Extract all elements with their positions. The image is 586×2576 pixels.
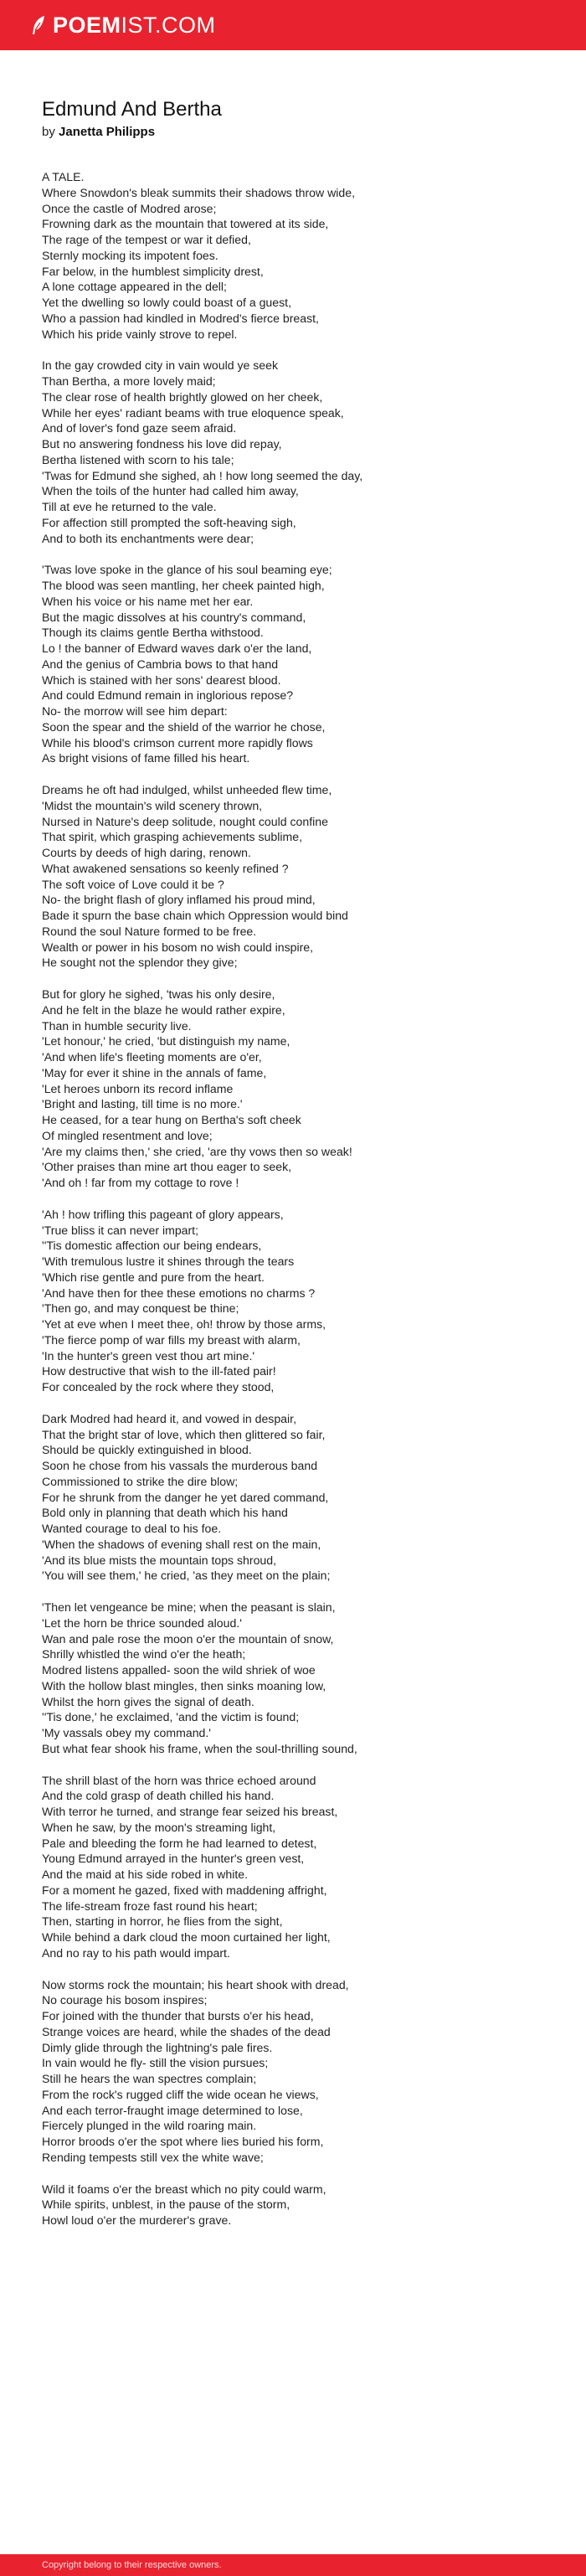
stanza — [42, 1773, 544, 1961]
poem-line: In the gay crowded city in vain would ye seek — [42, 358, 279, 373]
poem-line: 'And when life's fleeting moments are o'er, — [42, 1050, 262, 1064]
poem-line: 'When the shadows of evening shall rest on the main, — [42, 1537, 321, 1551]
poem-line: 'And oh ! far from my cottage to rove ! — [42, 1176, 239, 1189]
poem-line: For affection still prompted the soft-heaving sigh, — [42, 515, 296, 529]
poem-line: Strange voices are heard, while the shades of the dead — [42, 2024, 331, 2038]
poem-line: With the hollow blast mingles, then sinks moaning low, — [42, 1678, 326, 1692]
logo-text — [53, 14, 216, 37]
poem-line: Far below, in the humblest simplicity drest, — [42, 264, 264, 278]
poem-line: Round the soul Nature formed to be free. — [42, 924, 257, 938]
poem-line: 'True bliss it can never impart; — [42, 1223, 199, 1237]
copyright-text: Copyright belong to their respective owners. — [42, 2560, 222, 2570]
poem-line: No courage his bosom inspires; — [42, 1993, 208, 2007]
poem-line: Who a passion had kindled in Modred's fierce breast, — [42, 311, 319, 325]
poem-line: Which his pride vainly strove to repel. — [42, 327, 238, 341]
stanza — [42, 782, 544, 971]
poem-line: 'My vassals obey my command.' — [42, 1726, 211, 1739]
poem-line: Soon he chose from his vassals the murderous band — [42, 1459, 318, 1472]
poem-line: How destructive that wish to the ill-fated pair! — [42, 1364, 276, 1378]
poem-line: And no ray to his path would impart. — [42, 1945, 230, 1960]
poem-line: The rage of the tempest or war it defied, — [42, 233, 251, 246]
poem-line: 'Let heroes unborn its record inflame — [42, 1081, 234, 1095]
poem-line: But no answering fondness his love did repay, — [42, 437, 282, 451]
poem-line: 'Then go, and may conquest be thine; — [42, 1301, 239, 1316]
poem-line: And of lover's fond gaze seem afraid. — [42, 421, 237, 435]
logo-text-light: IST.COM — [121, 12, 216, 38]
poem-line: And to both its enchantments were dear; — [42, 531, 254, 545]
stanza — [42, 987, 544, 1191]
poem-line: He ceased, for a tear hung on Bertha's soft cheek — [42, 1113, 301, 1126]
stanza — [42, 1600, 544, 1757]
poem-line: While spirits, unblest, in the pause of the storm, — [42, 2197, 290, 2212]
poem-line: Sternly mocking its impotent foes. — [42, 248, 218, 262]
poem-line: Soon the spear and the shield of the warrior he chose, — [42, 719, 326, 734]
poem-line: The soft voice of Love could it be ? — [42, 877, 224, 891]
poem-line: 'Midst the mountain's wild scenery thrown, — [42, 798, 263, 812]
poem-line: Dark Modred had heard it, and vowed in despair, — [42, 1411, 296, 1425]
poem-line: 'May for ever it shine in the annals of fame, — [42, 1065, 267, 1079]
poem-line: That spirit, which grasping achievements sublime, — [42, 830, 302, 844]
poem-line: Rending tempests still vex the white wave; — [42, 2150, 264, 2164]
poem-line: But the magic dissolves at his country's command, — [42, 610, 306, 624]
poem-line: 'Let honour,' he cried, 'but distinguish my name, — [42, 1034, 290, 1048]
byline — [42, 124, 544, 141]
poem-line: 'With tremulous lustre it shines through the tears — [42, 1255, 295, 1268]
poem-line: Commissioned to strike the dire blow; — [42, 1474, 239, 1488]
poem-line: 'Yet at eve when I meet thee, oh! throw by those arms, — [42, 1317, 326, 1331]
poem-line: When the toils of the hunter had called him away, — [42, 484, 299, 498]
poem-line: Bertha listened with scorn to his tale; — [42, 452, 234, 466]
poem-line: 'In the hunter's green vest thou art mine.' — [42, 1348, 255, 1363]
poem-line: With terror he turned, and strange fear seized his breast, — [42, 1805, 338, 1818]
poem-line: In vain would he fly- still the vision pursues; — [42, 2056, 269, 2070]
site-footer — [0, 2554, 586, 2576]
poem-line: Which is stained with her sons' dearest blood. — [42, 672, 281, 687]
poem-line: While her eyes' radiant beams with true eloquence speak, — [42, 405, 344, 420]
poem-line: Modred listens appalled- soon the wild shriek of woe — [42, 1663, 316, 1677]
poem-line: 'Ah ! how trifling this pageant of glory appears, — [42, 1207, 284, 1221]
poem-line: For he shrunk from the danger he yet dared command, — [42, 1490, 329, 1504]
poem-line: ''Tis done,' he exclaimed, 'and the victim is found; — [42, 1710, 300, 1724]
poem-line: Young Edmund arrayed in the hunter's green vest, — [42, 1852, 305, 1866]
poem-line: Once the castle of Modred arose; — [42, 201, 217, 215]
poem-line: When he saw, by the moon's streaming light, — [42, 1820, 276, 1834]
poem-line: 'And have then for thee these emotions no charms ? — [42, 1285, 316, 1300]
poem-line: Should be quickly extinguished in blood. — [42, 1443, 252, 1457]
poem-line: As bright visions of fame filled his heart. — [42, 751, 250, 765]
poem-line: 'Which rise gentle and pure from the heart. — [42, 1270, 265, 1284]
poem-line: While behind a dark cloud the moon curtained her light, — [42, 1930, 331, 1944]
poem-line: And could Edmund remain in inglorious repose? — [42, 688, 294, 703]
poem-line: Yet the dwelling so lowly could boast of a guest, — [42, 296, 291, 309]
stanza — [42, 1207, 544, 1395]
poem-line: Courts by deeds of high daring, renown. — [42, 846, 251, 859]
poem-line: Then, starting in horror, he flies from the sight, — [42, 1914, 283, 1929]
poem-line: ''Tis domestic affection our being endears, — [42, 1239, 262, 1253]
poem-line: Dimly glide through the lightning's pale fires. — [42, 2040, 273, 2054]
poem-line: For concealed by the rock where they stood, — [42, 1380, 275, 1394]
logo-text-bold: POEM — [53, 12, 121, 38]
poem-line: Than Bertha, a more lovely maid; — [42, 374, 216, 388]
poem-line: Still he hears the wan spectres complain; — [42, 2072, 257, 2085]
poem-line: And he felt in the blaze he would rather expire, — [42, 1002, 285, 1017]
poem-line: But what fear shook his frame, when the soul-thrilling sound, — [42, 1741, 357, 1755]
poem-line: Whilst the horn gives the signal of death. — [42, 1694, 254, 1708]
stanza — [42, 358, 544, 546]
poem-line: A TALE. — [42, 170, 85, 183]
poem-line: Bold only in planning that death which his hand — [42, 1506, 288, 1520]
poem-line: Nursed in Nature's deep solitude, nought could confine — [42, 814, 328, 828]
poem-line: And the genius of Cambria bows to that hand — [42, 657, 279, 671]
poem-line: Shrilly whistled the wind o'er the heath; — [42, 1647, 246, 1662]
poem-line: 'Are my claims then,' she cried, 'are thy vows then so weak! — [42, 1144, 352, 1158]
stanza — [42, 169, 544, 342]
poem-line: 'Then let vengeance be mine; when the peasant is slain, — [42, 1600, 336, 1614]
poem-line: And each terror-fraught image determined to lose, — [42, 2103, 303, 2117]
poem-line: No- the morrow will see him depart: — [42, 704, 228, 718]
poem-line: Though its claims gentle Bertha withstood. — [42, 626, 264, 640]
poem-line: Where Snowdon's bleak summits their shadows throw wide, — [42, 185, 355, 199]
poem-line: A lone cottage appeared in the dell; — [42, 280, 227, 294]
poem-line: Wan and pale rose the moon o'er the mountain of snow, — [42, 1631, 334, 1646]
poem-line: Bade it spurn the base chain which Oppression would bind — [42, 909, 348, 922]
site-logo[interactable] — [30, 14, 216, 37]
poem-line: Wild it foams o'er the breast which no pity could warm, — [42, 2182, 326, 2196]
poem-line: Horror broods o'er the spot where lies buried his form, — [42, 2135, 324, 2148]
poem-line: What awakened sensations so keenly refined ? — [42, 861, 289, 875]
poem-line: That the bright star of love, which then glittered so fair, — [42, 1427, 326, 1441]
poem-line: 'You will see them,' he cried, 'as they meet on the plain; — [42, 1569, 331, 1583]
poem-line: Pale and bleeding the form he had learned to detest, — [42, 1836, 317, 1850]
poem-line: And the cold grasp of death chilled his hand. — [42, 1789, 275, 1803]
stanza — [42, 562, 544, 766]
poem-line: Now storms rock the mountain; his heart shook with dread, — [42, 1977, 349, 1991]
poem-line: Wealth or power in his bosom no wish could inspire, — [42, 940, 314, 954]
poem-line: From the rock's rugged cliff the wide ocean he views, — [42, 2087, 319, 2101]
poem-line: No- the bright flash of glory inflamed his proud mind, — [42, 893, 316, 907]
poem-line: When his voice or his name met her ear. — [42, 594, 254, 608]
poem-line: Of mingled resentment and love; — [42, 1128, 213, 1142]
poem-body — [42, 169, 544, 2228]
poem-line: Frowning dark as the mountain that towered at its side, — [42, 217, 329, 231]
poem-line: 'Twas love spoke in the glance of his soul beaming eye; — [42, 563, 332, 577]
poem-line: 'Twas for Edmund she sighed, ah ! how long seemed the day, — [42, 468, 363, 482]
poem-line: And the maid at his side robed in white. — [42, 1868, 249, 1881]
poem-line: He sought not the splendor they give; — [42, 956, 238, 970]
poem-line: While his blood's crimson current more rapidly flows — [42, 735, 313, 750]
stanza — [42, 1977, 544, 2166]
poem-line: The shrill blast of the horn was thrice echoed around — [42, 1773, 316, 1787]
quill-icon — [30, 15, 47, 35]
poem-line: Fiercely plunged in the wild roaring main. — [42, 2119, 257, 2133]
poem-line: The blood was seen mantling, her cheek painted high, — [42, 579, 325, 592]
poem-line: 'Let the horn be thrice sounded aloud.' — [42, 1615, 242, 1630]
poem-line: 'And its blue mists the mountain tops shroud, — [42, 1553, 277, 1567]
stanza — [42, 1411, 544, 1584]
author-link[interactable]: Janetta Philipps — [59, 125, 156, 139]
poem-line: Till at eve he returned to the vale. — [42, 500, 217, 513]
poem-title: Edmund And Bertha — [42, 98, 222, 121]
poem-line: Lo ! the banner of Edward waves dark o'er the land, — [42, 641, 312, 655]
poem-line: Than in humble security live. — [42, 1018, 192, 1033]
poem-line: For a moment he gazed, fixed with maddening affright, — [42, 1883, 327, 1897]
poem-line: Dreams he oft had indulged, whilst unheeded flew time, — [42, 783, 332, 796]
by-label: by — [42, 125, 55, 139]
poem-line: Wanted courage to deal to his foe. — [42, 1522, 222, 1535]
site-header — [0, 0, 586, 50]
poem-line: Howl loud o'er the murderer's grave. — [42, 2213, 232, 2227]
poem-line: The life-stream froze fast round his heart; — [42, 1899, 258, 1913]
stanza — [42, 2182, 544, 2228]
poem-line: 'Bright and lasting, till time is no more.' — [42, 1097, 243, 1111]
main-content — [0, 50, 586, 2228]
poem-line: But for glory he sighed, 'twas his only desire, — [42, 987, 275, 1001]
poem-line: 'The fierce pomp of war fills my breast with alarm, — [42, 1332, 301, 1347]
poem-line: For joined with the thunder that bursts o'er his head, — [42, 2009, 314, 2022]
poem-line: 'Other praises than mine art thou eager to seek, — [42, 1160, 292, 1174]
poem-line: The clear rose of health brightly glowed on her cheek, — [42, 389, 323, 404]
